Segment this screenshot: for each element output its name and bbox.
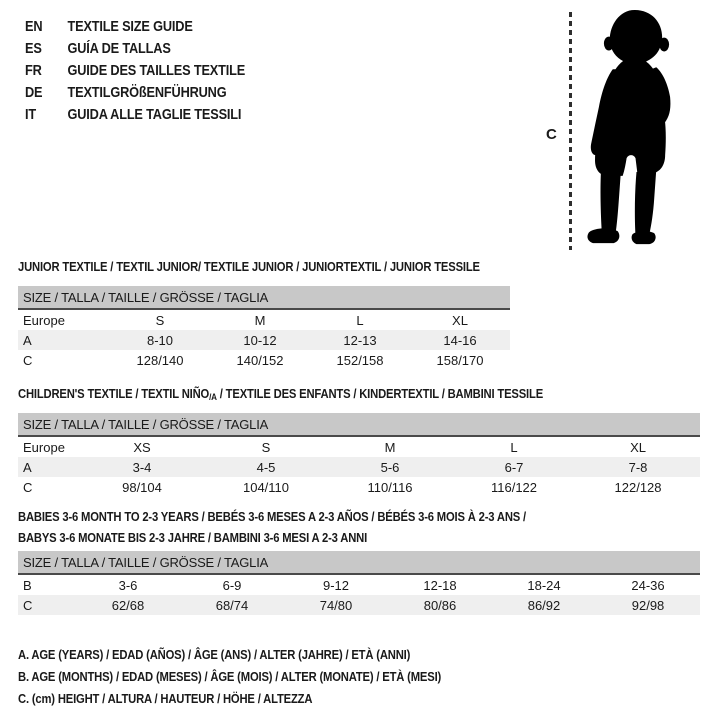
size-cell: 3-4 — [132, 459, 152, 475]
language-code: IT — [25, 106, 36, 123]
babies-size-table — [18, 551, 700, 615]
language-label: TEXTILE SIZE GUIDE — [67, 18, 193, 35]
size-cell: 6-7 — [504, 459, 524, 475]
size-cell: XS — [133, 439, 151, 455]
size-cell: 92/98 — [631, 597, 665, 613]
size-cell: 68/74 — [215, 597, 249, 613]
note-height-cm: C. (cm) HEIGHT / ALTURA / HAUTEUR / HÖHE / ALTEZZA — [18, 692, 313, 706]
language-code: DE — [25, 84, 43, 101]
row-label-cell: A — [23, 459, 32, 475]
size-cell: 6-9 — [222, 577, 242, 593]
size-cell: 3-6 — [118, 577, 138, 593]
size-cell: 152/158 — [336, 352, 384, 368]
row-label-cell: Europe — [23, 439, 65, 455]
language-code: FR — [25, 62, 42, 79]
size-cell: S — [155, 312, 165, 328]
table-row — [18, 350, 510, 370]
language-label: TEXTILGRÖßENFÜHRUNG — [67, 84, 227, 101]
section-title-children-post: / TEXTILE DES ENFANTS / KINDERTEXTIL / BAMBINI TESSILE — [216, 387, 544, 401]
language-list — [25, 16, 284, 126]
size-cell: M — [254, 312, 266, 328]
section-title-junior: JUNIOR TEXTILE / TEXTIL JUNIOR/ TEXTILE JUNIOR / JUNIORTEXTIL / JUNIOR TESSILE — [18, 260, 480, 274]
language-label: GUIDE DES TAILLES TEXTILE — [67, 62, 246, 79]
size-cell: 24-36 — [631, 577, 665, 593]
size-header-cell: SIZE / TALLA / TAILLE / GRÖSSE / TAGLIA — [18, 413, 700, 436]
size-cell: 122/128 — [614, 479, 662, 495]
size-cell: 86/92 — [527, 597, 561, 613]
note-age-months: B. AGE (MONTHS) / EDAD (MESES) / ÂGE (MOIS) / ALTER (MONATE) / ETÀ (MESI) — [18, 670, 442, 684]
language-row — [25, 60, 245, 82]
size-cell: 14-16 — [443, 332, 477, 348]
language-label: GUIDA ALLE TAGLIE TESSILI — [67, 106, 242, 123]
table-row — [18, 477, 700, 497]
size-cell: 98/104 — [122, 479, 162, 495]
size-cell: S — [261, 439, 271, 455]
size-cell: 5-6 — [380, 459, 400, 475]
section-title-babies-line1: BABIES 3-6 MONTH TO 2-3 YEARS / BEBÉS 3-6 MESES A 2-3 AÑOS / BÉBÉS 3-6 MOIS À 2-3 ANS / — [18, 510, 527, 524]
size-cell: 110/116 — [367, 479, 413, 495]
size-cell: XL — [630, 439, 646, 455]
row-label-cell: C — [23, 479, 33, 495]
language-row — [25, 82, 245, 104]
size-cell: 4-5 — [256, 459, 276, 475]
table-row — [18, 457, 700, 477]
language-row — [25, 104, 245, 126]
table-header-row — [18, 286, 510, 309]
height-measure-dashed-line — [569, 12, 572, 250]
table-row — [18, 436, 700, 457]
size-cell: 7-8 — [628, 459, 648, 475]
children-size-table — [18, 413, 700, 497]
table-header-row — [18, 551, 700, 574]
size-cell: M — [384, 439, 396, 455]
junior-size-table — [18, 286, 510, 370]
size-header-cell: SIZE / TALLA / TAILLE / GRÖSSE / TAGLIA — [18, 551, 700, 574]
size-cell: XL — [452, 312, 468, 328]
size-cell: L — [510, 439, 518, 455]
size-cell: 9-12 — [322, 577, 350, 593]
size-cell: 158/170 — [436, 352, 484, 368]
size-cell: 10-12 — [243, 332, 277, 348]
row-label-cell: A — [23, 332, 32, 348]
size-cell: 140/152 — [236, 352, 284, 368]
language-label: GUÍA DE TALLAS — [67, 40, 171, 57]
size-cell: L — [356, 312, 364, 328]
section-title-children-pre: CHILDREN'S TEXTILE / TEXTIL NIÑO — [18, 387, 210, 401]
language-code: EN — [25, 18, 43, 35]
table-row — [18, 595, 700, 615]
row-label-cell: C — [23, 597, 33, 613]
row-label-cell: C — [23, 352, 33, 368]
height-measure-label: C — [546, 126, 557, 143]
size-header-cell: SIZE / TALLA / TAILLE / GRÖSSE / TAGLIA — [18, 286, 510, 309]
size-cell: 18-24 — [527, 577, 561, 593]
size-cell: 104/110 — [242, 479, 290, 495]
section-title-children — [18, 384, 543, 408]
language-row — [25, 38, 245, 60]
table-row — [18, 309, 510, 330]
language-code: ES — [25, 40, 42, 57]
note-age-years: A. AGE (YEARS) / EDAD (AÑOS) / ÂGE (ANS) / ALTER (JAHRE) / ETÀ (ANNI) — [18, 648, 411, 662]
section-title-children-sub: /A — [209, 392, 217, 402]
size-cell: 62/68 — [111, 597, 145, 613]
legend-notes — [18, 644, 488, 710]
section-title-babies — [18, 507, 526, 549]
row-label-cell: Europe — [23, 312, 65, 328]
table-row — [18, 574, 700, 595]
size-cell: 8-10 — [146, 332, 174, 348]
section-title-babies-line2: BABYS 3-6 MONATE BIS 2-3 JAHRE / BAMBINI 3-6 MESI A 2-3 ANNI — [18, 531, 368, 545]
toddler-silhouette-icon — [578, 8, 694, 250]
size-cell: 12-18 — [423, 577, 457, 593]
table-header-row — [18, 413, 700, 436]
size-cell: 116/122 — [490, 479, 538, 495]
language-row — [25, 16, 245, 38]
row-label-cell: B — [23, 577, 32, 593]
size-cell: 12-13 — [343, 332, 377, 348]
table-row — [18, 330, 510, 350]
size-cell: 74/80 — [319, 597, 353, 613]
size-cell: 80/86 — [423, 597, 457, 613]
size-cell: 128/140 — [136, 352, 184, 368]
